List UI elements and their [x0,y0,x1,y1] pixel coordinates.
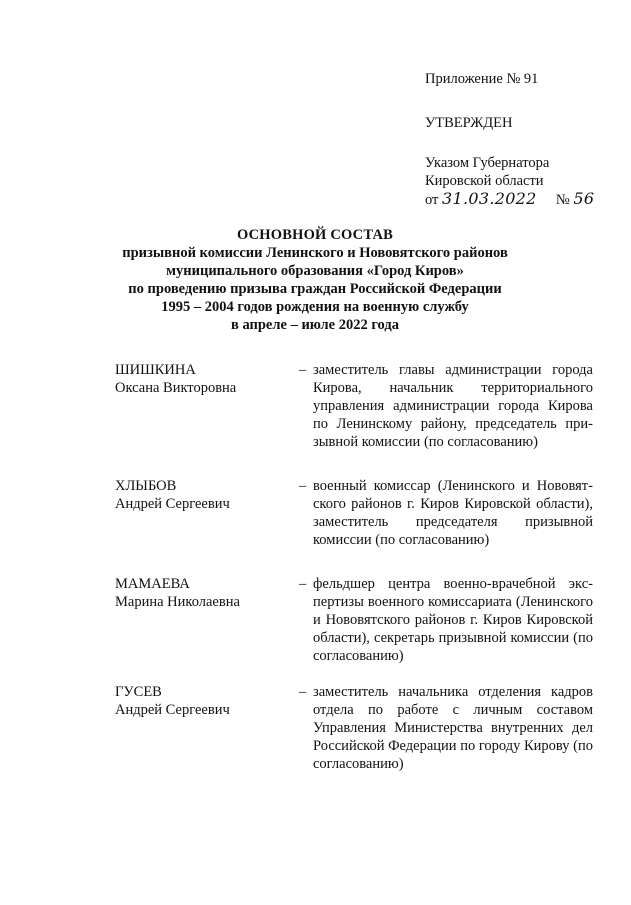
member-given-name: Оксана Викторовна [115,380,237,396]
member-description: военный комиссар (Ленинского и Нововятского районов г. Киров Кировской области), заместитель председателя призывной комиссии (по согласованию) [313,478,593,548]
member-name [115,683,285,719]
title-main: ОСНОВНОЙ СОСТАВ [236,227,394,243]
member-description: заместитель главы администрации города Кирова, начальник территориального управления администрации города Кирова по Ленинскому району, председатель призывной комиссии (по согласованию) [313,362,593,450]
decree-reference [425,154,625,209]
member-dash: – [299,478,307,494]
handwritten-date: 31.03.2022 [442,189,537,208]
title-line-5: в апреле – июле 2022 года [231,317,399,333]
title-line-3: по проведению призыва граждан Российской Федерации [128,281,502,297]
member-name [115,477,285,513]
approval-header [425,70,625,209]
member-description: фельдшер центра военно-врачебной экспертизы военного комиссариата (Ленинского и Нововятского районов г. Киров Кировской области), секретарь призывной комиссии (по согласованию) [313,576,593,664]
member-surname: МАМАЕВА [115,576,190,592]
member-name [115,575,285,611]
member-surname: ГУСЕВ [115,684,162,700]
title-line-2: муниципального образования «Город Киров» [166,263,464,279]
document-title [60,226,570,334]
title-line-4: 1995 – 2004 годов рождения на военную службу [161,299,469,315]
member-given-name: Андрей Сергеевич [115,702,230,718]
decree-line-2: Кировской области [425,173,544,189]
decree-date-line [425,190,625,209]
member-given-name: Андрей Сергеевич [115,496,230,512]
decree-line-1: Указом Губернатора [425,155,550,171]
member-dash: – [299,576,307,592]
appendix-number: Приложение № 91 [425,71,539,87]
member-dash: – [299,684,307,700]
member-given-name: Марина Николаевна [115,594,240,610]
member-name [115,361,285,397]
member-surname: ШИШКИНА [115,362,196,378]
date-prefix: от [425,192,439,208]
number-prefix: № [555,192,570,208]
member-surname: ХЛЫБОВ [115,478,177,494]
handwritten-number: 56 [573,189,595,208]
member-description: заместитель начальника отделения кадров отдела по работе с личным составом Управления Министерства внутренних дел Российской Федерации по городу Кирову (по согласованию) [313,684,593,772]
title-line-1: призывной комиссии Ленинского и Нововятского районов [122,245,508,261]
approved-stamp-text: УТВЕРЖДЕН [425,115,513,131]
member-dash: – [299,362,307,378]
